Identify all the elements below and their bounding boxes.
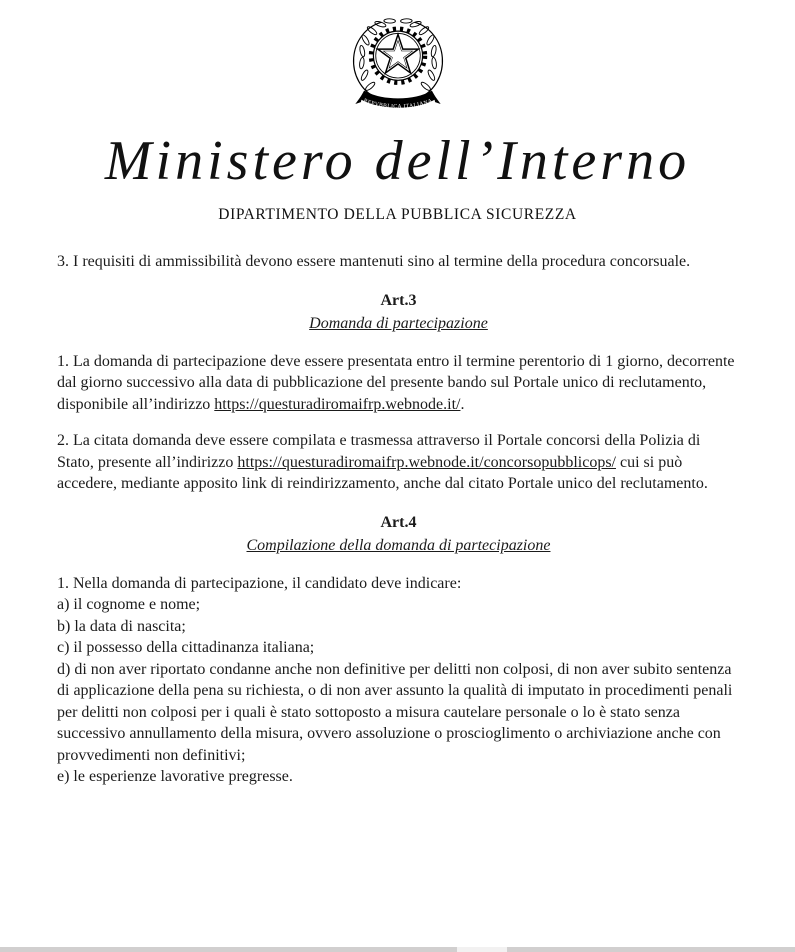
- ministry-title: Ministero dell’Interno: [104, 130, 691, 192]
- art4-title: Art.4: [380, 513, 417, 531]
- art3-title: Art.3: [380, 291, 417, 309]
- art3-subtitle: Domanda di partecipazione: [309, 315, 488, 333]
- art3-p1-period: .: [460, 395, 465, 413]
- art3-p1-text: 1. La domanda di partecipazione deve essere presentata entro il termine perentorio di 1 giorno, decorrente dal giorno successivo alla data di pubblicazione del presente bando sul Portale unico di reclutamento, disponibile all’indirizzo: [57, 352, 735, 413]
- art4-intro-line: 1. Nella domanda di partecipazione, il candidato deve indicare:: [57, 574, 462, 592]
- horizontal-scrollbar-thumb[interactable]: [457, 947, 507, 952]
- portal-recruitment-link[interactable]: https://questuradiromaifrp.webnode.it/: [214, 395, 461, 413]
- italian-republic-emblem-icon: [344, 14, 452, 116]
- list-item-d: d) di non aver riportato condanne anche non definitive per delitti non colposi, di non aver subito sentenza di applicazione della pena su richiesta, o di non aver assunto la qualità di imputato in procedimenti penali per delitti non colposi per i quali è stato sottoposto a misura cautelare personale o lo è stato senza successivo annullamento della misura, ovvero assoluzione o proscioglimento o archiviazione anche con provvedimenti non definitivi;: [57, 660, 733, 764]
- police-concorsi-link[interactable]: https://questuradiromaifrp.webnode.it/concorsopubblicops/: [237, 453, 616, 471]
- list-item-a: a) il cognome e nome;: [57, 596, 201, 614]
- art3-paragraph-2: [57, 430, 740, 495]
- document-body: [0, 224, 795, 788]
- art3-p2-text: 2. La citata domanda deve essere compilata e trasmessa attraverso il Portale concorsi della Polizia di Stato, presente all’indirizzo: [57, 432, 701, 471]
- list-item-e: e) le esperienze lavorative pregresse.: [57, 768, 293, 786]
- department-subtitle: DIPARTIMENTO DELLA PUBBLICA SICUREZZA: [218, 206, 577, 224]
- document-header: [0, 14, 795, 224]
- art3-paragraph-1: [57, 351, 740, 416]
- art4-paragraph-1: [57, 573, 740, 788]
- art4-subtitle: Compilazione della domanda di partecipazione: [246, 537, 551, 555]
- horizontal-scrollbar[interactable]: [0, 947, 795, 952]
- intro-paragraph: 3. I requisiti di ammissibilità devono essere mantenuti sino al termine della procedura concorsuale.: [57, 253, 691, 271]
- list-item-b: b) la data di nascita;: [57, 617, 186, 635]
- list-item-c: c) il possesso della cittadinanza italiana;: [57, 639, 315, 657]
- art3-p2-tail: cui si può accedere, mediante apposito link di reindirizzamento, anche dal citato Portale unico del reclutamento.: [57, 453, 708, 493]
- emblem-banner-text: REPVBBLICA ITALIANA: [362, 98, 433, 111]
